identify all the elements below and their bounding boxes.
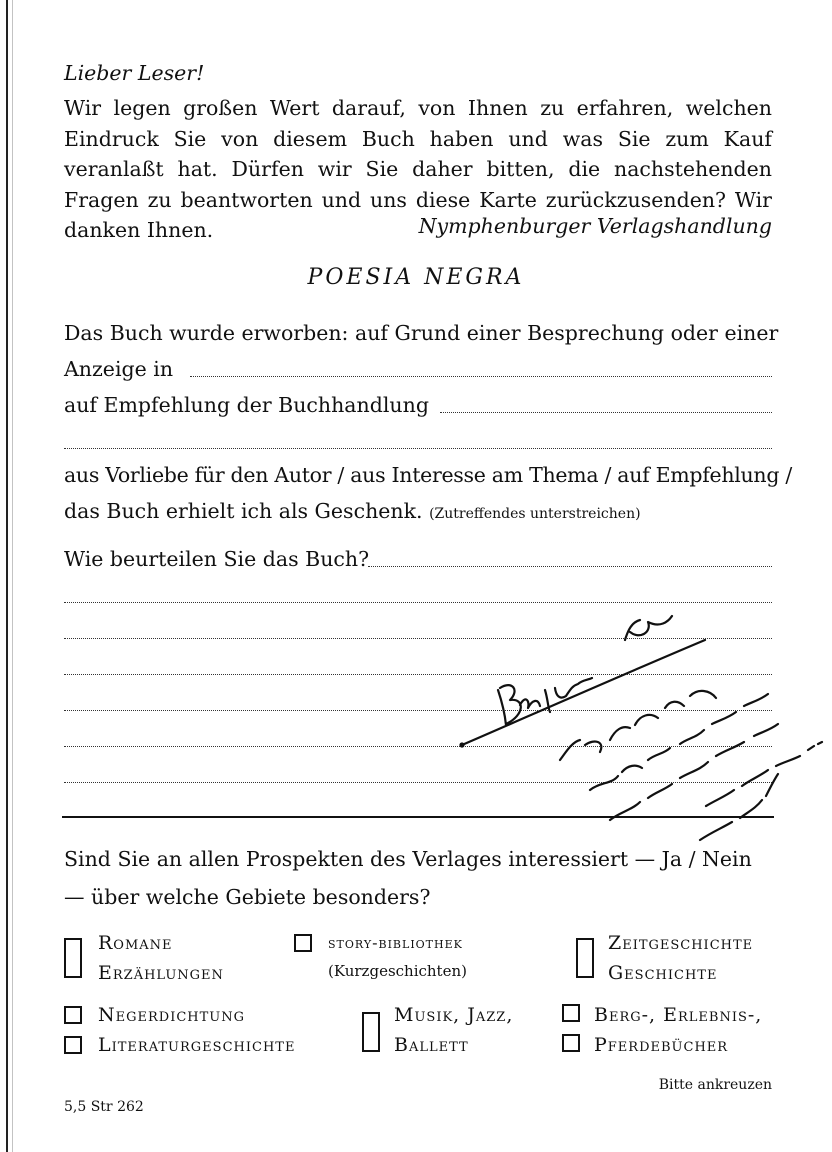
prospects-subquestion: — über welche Gebiete besonders? — [64, 885, 431, 909]
label-erzaehlungen: Erzählungen — [98, 962, 224, 984]
book-title: POESIA NEGRA — [307, 265, 525, 290]
footer-instruction: Bitte ankreuzen — [658, 1077, 772, 1093]
purchase-line-5-text: das Buch erhielt ich als Geschenk. — [64, 499, 423, 523]
label-musik-jazz: Musik, Jazz, — [394, 1004, 514, 1026]
purchase-line-2: Anzeige in — [64, 357, 174, 381]
label-romane: Romane — [98, 932, 173, 954]
greeting: Lieber Leser! — [64, 61, 205, 85]
purchase-line-4: aus Vorliebe für den Autor / aus Interesse am Thema / auf Empfehlung / — [64, 463, 792, 487]
label-story-bibliothek: story-bibliothek — [328, 933, 463, 952]
label-ballett: Ballett — [394, 1034, 469, 1056]
purchase-line-1: Das Buch wurde erworben: auf Grund einer Besprechung oder einer — [64, 321, 779, 345]
checkbox-negerdichtung[interactable] — [64, 1006, 82, 1024]
checkbox-berg-erlebnis[interactable] — [562, 1004, 580, 1022]
checkbox-story-bibliothek[interactable] — [294, 934, 312, 952]
purchase-line-3: auf Empfehlung der Buchhandlung — [64, 393, 429, 417]
label-negerdichtung: Negerdichtung — [98, 1004, 246, 1026]
intro-paragraph: Wir legen großen Wert darauf, von Ihnen zu erfahren, welchen Eindruck Sie von diesem Buch haben und was Sie zum Kauf veranlaßt hat. Dürfen wir Sie daher bitten, die nachstehenden Fragen zu beantworten und uns diese Karte zurückzusenden? Wir danken Ihnen. — [64, 96, 772, 242]
underline-note: (Zutreffendes unterstreichen) — [429, 506, 641, 522]
label-literaturgeschichte: Literaturgeschichte — [98, 1034, 296, 1056]
checkbox-pferdebuecher[interactable] — [562, 1034, 580, 1052]
checkbox-romane-erzaehlungen[interactable] — [64, 938, 82, 978]
footer-code: 5,5 Str 262 — [64, 1099, 144, 1115]
label-berg-erlebnis: Berg-, Erlebnis-, — [594, 1004, 763, 1026]
checkbox-musik-jazz-ballett[interactable] — [362, 1012, 380, 1052]
label-pferdebuecher: Pferdebücher — [594, 1034, 729, 1056]
prospects-question: Sind Sie an allen Prospekten des Verlages interessiert — Ja / Nein — [64, 847, 752, 871]
publisher-signature: Nymphenburger Verlagshandlung — [418, 214, 772, 238]
label-kurzgeschichten: (Kurzgeschichten) — [328, 962, 467, 980]
checkbox-literaturgeschichte[interactable] — [64, 1036, 82, 1054]
label-zeitgeschichte: Zeitgeschichte — [608, 932, 754, 954]
label-geschichte: Geschichte — [608, 962, 718, 984]
question-rating: Wie beurteilen Sie das Buch? — [64, 547, 370, 571]
checkbox-zeitgeschichte-geschichte[interactable] — [576, 938, 594, 978]
